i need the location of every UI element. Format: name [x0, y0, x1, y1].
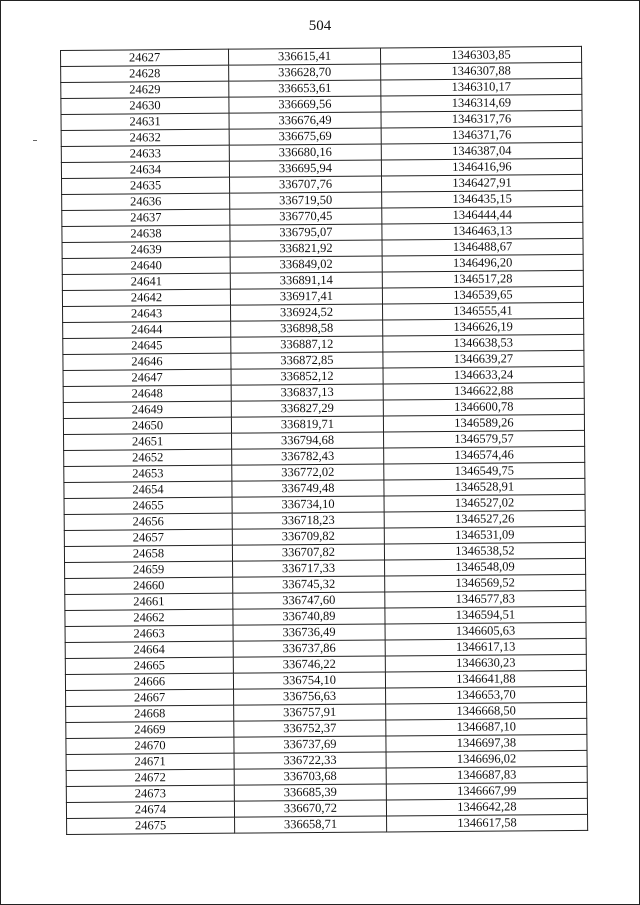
x-coordinate-cell: 336747,60: [233, 592, 385, 609]
y-coordinate-cell: 1346617,58: [387, 814, 588, 832]
y-coordinate-cell: 1346371,76: [381, 126, 582, 144]
x-coordinate-cell: 336680,16: [229, 144, 381, 161]
y-coordinate-cell: 1346589,26: [383, 414, 584, 432]
point-number-cell: 24658: [64, 545, 232, 562]
y-coordinate-cell: 1346574,46: [384, 446, 585, 464]
coordinates-table-wrapper: [60, 46, 587, 835]
x-coordinate-cell: 336669,56: [229, 96, 381, 113]
point-number-cell: 24666: [65, 673, 233, 690]
y-coordinate-cell: 1346696,02: [386, 750, 587, 768]
point-number-cell: 24668: [66, 705, 234, 722]
y-coordinate-cell: 1346317,76: [381, 110, 582, 128]
x-coordinate-cell: 336749,48: [232, 480, 384, 497]
x-coordinate-cell: 336653,61: [229, 80, 381, 97]
point-number-cell: 24629: [61, 81, 229, 98]
point-number-cell: 24633: [61, 145, 229, 162]
x-coordinate-cell: 336821,92: [230, 240, 382, 257]
x-coordinate-cell: 336924,52: [231, 304, 383, 321]
point-number-cell: 24644: [63, 321, 231, 338]
point-number-cell: 24657: [64, 529, 232, 546]
y-coordinate-cell: 1346617,13: [385, 638, 586, 656]
table-row: [67, 814, 588, 834]
point-number-cell: 24664: [65, 641, 233, 658]
x-coordinate-cell: 336887,12: [231, 336, 383, 353]
x-coordinate-cell: 336794,68: [232, 432, 384, 449]
y-coordinate-cell: 1346527,02: [384, 494, 585, 512]
scan-mark: [33, 140, 37, 141]
x-coordinate-cell: 336675,69: [229, 128, 381, 145]
point-number-cell: 24630: [61, 97, 229, 114]
point-number-cell: 24639: [62, 241, 230, 258]
y-coordinate-cell: 1346642,28: [386, 798, 587, 816]
point-number-cell: 24659: [65, 561, 233, 578]
point-number-cell: 24653: [64, 465, 232, 482]
point-number-cell: 24634: [61, 161, 229, 178]
x-coordinate-cell: 336703,68: [234, 768, 386, 785]
x-coordinate-cell: 336736,49: [233, 624, 385, 641]
x-coordinate-cell: 336695,94: [229, 160, 381, 177]
x-coordinate-cell: 336734,10: [232, 496, 384, 513]
y-coordinate-cell: 1346538,52: [384, 542, 585, 560]
y-coordinate-cell: 1346527,26: [384, 510, 585, 528]
page-number: 504: [308, 18, 332, 34]
y-coordinate-cell: 1346622,88: [383, 382, 584, 400]
y-coordinate-cell: 1346548,09: [385, 558, 586, 576]
x-coordinate-cell: 336746,22: [233, 656, 385, 673]
x-coordinate-cell: 336819,71: [231, 416, 383, 433]
x-coordinate-cell: 336752,37: [234, 720, 386, 737]
point-number-cell: 24645: [63, 337, 231, 354]
point-number-cell: 24631: [61, 113, 229, 130]
point-number-cell: 24656: [64, 513, 232, 530]
point-number-cell: 24635: [62, 177, 230, 194]
y-coordinate-cell: 1346668,50: [386, 702, 587, 720]
point-number-cell: 24650: [63, 417, 231, 434]
x-coordinate-cell: 336615,41: [228, 48, 380, 65]
point-number-cell: 24637: [62, 209, 230, 226]
x-coordinate-cell: 336719,50: [230, 192, 382, 209]
x-coordinate-cell: 336745,32: [233, 576, 385, 593]
coordinates-table-body: [61, 46, 588, 834]
point-number-cell: 24636: [62, 193, 230, 210]
y-coordinate-cell: 1346549,75: [384, 462, 585, 480]
point-number-cell: 24655: [64, 497, 232, 514]
y-coordinate-cell: 1346555,41: [383, 302, 584, 320]
point-number-cell: 24667: [66, 689, 234, 706]
x-coordinate-cell: 336891,14: [230, 272, 382, 289]
x-coordinate-cell: 336685,39: [234, 784, 386, 801]
point-number-cell: 24670: [66, 737, 234, 754]
point-number-cell: 24654: [64, 481, 232, 498]
point-number-cell: 24628: [61, 65, 229, 82]
x-coordinate-cell: 336722,33: [234, 752, 386, 769]
point-number-cell: 24647: [63, 369, 231, 386]
x-coordinate-cell: 336756,63: [234, 688, 386, 705]
x-coordinate-cell: 336628,70: [229, 64, 381, 81]
x-coordinate-cell: 336718,23: [232, 512, 384, 529]
y-coordinate-cell: 1346310,17: [381, 78, 582, 96]
y-coordinate-cell: 1346314,69: [381, 94, 582, 112]
x-coordinate-cell: 336658,71: [235, 816, 387, 833]
y-coordinate-cell: 1346427,91: [381, 174, 582, 192]
point-number-cell: 24661: [65, 593, 233, 610]
y-coordinate-cell: 1346605,63: [385, 622, 586, 640]
y-coordinate-cell: 1346517,28: [382, 270, 583, 288]
point-number-cell: 24649: [63, 401, 231, 418]
x-coordinate-cell: 336707,82: [232, 544, 384, 561]
x-coordinate-cell: 336737,69: [234, 736, 386, 753]
x-coordinate-cell: 336670,72: [234, 800, 386, 817]
point-number-cell: 24671: [66, 753, 234, 770]
point-number-cell: 24663: [65, 625, 233, 642]
x-coordinate-cell: 336770,45: [230, 208, 382, 225]
point-number-cell: 24665: [65, 657, 233, 674]
point-number-cell: 24640: [62, 257, 230, 274]
y-coordinate-cell: 1346444,44: [382, 206, 583, 224]
y-coordinate-cell: 1346641,88: [385, 670, 586, 688]
point-number-cell: 24672: [66, 769, 234, 786]
point-number-cell: 24632: [61, 129, 229, 146]
point-number-cell: 24669: [66, 721, 234, 738]
y-coordinate-cell: 1346638,53: [383, 334, 584, 352]
x-coordinate-cell: 336757,91: [234, 704, 386, 721]
x-coordinate-cell: 336676,49: [229, 112, 381, 129]
coordinates-table: [60, 46, 588, 835]
point-number-cell: 24660: [65, 577, 233, 594]
point-number-cell: 24674: [66, 801, 234, 818]
point-number-cell: 24646: [63, 353, 231, 370]
x-coordinate-cell: 336754,10: [233, 672, 385, 689]
x-coordinate-cell: 336717,33: [233, 560, 385, 577]
x-coordinate-cell: 336837,13: [231, 384, 383, 401]
y-coordinate-cell: 1346531,09: [384, 526, 585, 544]
point-number-cell: 24638: [62, 225, 230, 242]
point-number-cell: 24627: [61, 49, 229, 66]
x-coordinate-cell: 336709,82: [232, 528, 384, 545]
y-coordinate-cell: 1346687,83: [386, 766, 587, 784]
y-coordinate-cell: 1346630,23: [385, 654, 586, 672]
y-coordinate-cell: 1346653,70: [386, 686, 587, 704]
y-coordinate-cell: 1346667,99: [386, 782, 587, 800]
y-coordinate-cell: 1346307,88: [381, 62, 582, 80]
point-number-cell: 24673: [66, 785, 234, 802]
y-coordinate-cell: 1346463,13: [382, 222, 583, 240]
x-coordinate-cell: 336872,85: [231, 352, 383, 369]
y-coordinate-cell: 1346569,52: [385, 574, 586, 592]
x-coordinate-cell: 336852,12: [231, 368, 383, 385]
y-coordinate-cell: 1346488,67: [382, 238, 583, 256]
y-coordinate-cell: 1346633,24: [383, 366, 584, 384]
point-number-cell: 24643: [63, 305, 231, 322]
x-coordinate-cell: 336782,43: [232, 448, 384, 465]
y-coordinate-cell: 1346303,85: [380, 46, 581, 64]
y-coordinate-cell: 1346579,57: [384, 430, 585, 448]
x-coordinate-cell: 336827,29: [231, 400, 383, 417]
point-number-cell: 24642: [62, 289, 230, 306]
y-coordinate-cell: 1346387,04: [381, 142, 582, 160]
y-coordinate-cell: 1346600,78: [383, 398, 584, 416]
y-coordinate-cell: 1346639,27: [383, 350, 584, 368]
point-number-cell: 24675: [67, 817, 235, 834]
point-number-cell: 24648: [63, 385, 231, 402]
x-coordinate-cell: 336737,86: [233, 640, 385, 657]
point-number-cell: 24641: [62, 273, 230, 290]
y-coordinate-cell: 1346416,96: [381, 158, 582, 176]
y-coordinate-cell: 1346435,15: [382, 190, 583, 208]
y-coordinate-cell: 1346577,83: [385, 590, 586, 608]
y-coordinate-cell: 1346697,38: [386, 734, 587, 752]
x-coordinate-cell: 336707,76: [230, 176, 382, 193]
y-coordinate-cell: 1346626,19: [383, 318, 584, 336]
y-coordinate-cell: 1346496,20: [382, 254, 583, 272]
x-coordinate-cell: 336740,89: [233, 608, 385, 625]
x-coordinate-cell: 336849,02: [230, 256, 382, 273]
x-coordinate-cell: 336795,07: [230, 224, 382, 241]
x-coordinate-cell: 336898,58: [231, 320, 383, 337]
y-coordinate-cell: 1346594,51: [385, 606, 586, 624]
point-number-cell: 24652: [64, 449, 232, 466]
x-coordinate-cell: 336772,02: [232, 464, 384, 481]
x-coordinate-cell: 336917,41: [230, 288, 382, 305]
y-coordinate-cell: 1346539,65: [382, 286, 583, 304]
point-number-cell: 24662: [65, 609, 233, 626]
y-coordinate-cell: 1346528,91: [384, 478, 585, 496]
y-coordinate-cell: 1346687,10: [386, 718, 587, 736]
point-number-cell: 24651: [64, 433, 232, 450]
